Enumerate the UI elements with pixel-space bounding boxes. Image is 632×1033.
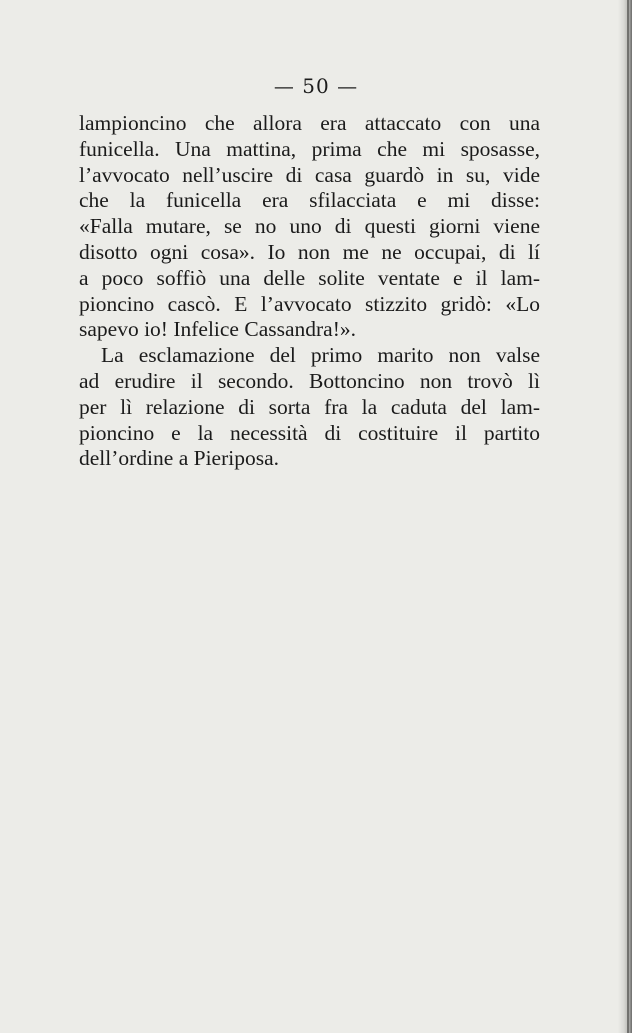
text-line: ad erudire il secondo. Bottoncino non trovò lì: [79, 368, 540, 393]
page-edge-line: [627, 0, 629, 1033]
text-line: «Falla mutare, se no uno di questi giorni viene: [79, 214, 540, 239]
text-line: per lì relazione di sorta fra la caduta del lam-: [79, 394, 540, 419]
page-edge-shadow: [618, 0, 632, 1033]
paragraph-1: [79, 111, 540, 343]
text-line: dell’ordine a Pieriposa.: [79, 446, 280, 471]
text-line: La esclamazione del primo marito non valse: [101, 343, 540, 368]
body-text: [79, 111, 540, 472]
text-line: funicella. Una mattina, prima che mi sposasse,: [79, 136, 540, 161]
text-line: a poco soffiò una delle solite ventate e il lam-: [79, 265, 540, 290]
text-line: pioncino cascò. E l’avvocato stizzito gridò: «Lo: [79, 291, 540, 316]
text-line: disotto ogni cosa». Io non me ne occupai, di lí: [79, 239, 540, 264]
text-line: che la funicella era sfilacciata e mi disse:: [79, 188, 540, 213]
text-line: sapevo io! Infelice Cassandra!».: [79, 317, 357, 342]
paragraph-2: [79, 343, 540, 472]
text-line: l’avvocato nell’uscire di casa guardò in su, vide: [79, 162, 540, 187]
page-number: — 50 —: [273, 74, 359, 98]
text-line: lampioncino che allora era attaccato con una: [79, 111, 540, 135]
text-line: pioncino e la necessità di costituire il partito: [79, 420, 540, 445]
